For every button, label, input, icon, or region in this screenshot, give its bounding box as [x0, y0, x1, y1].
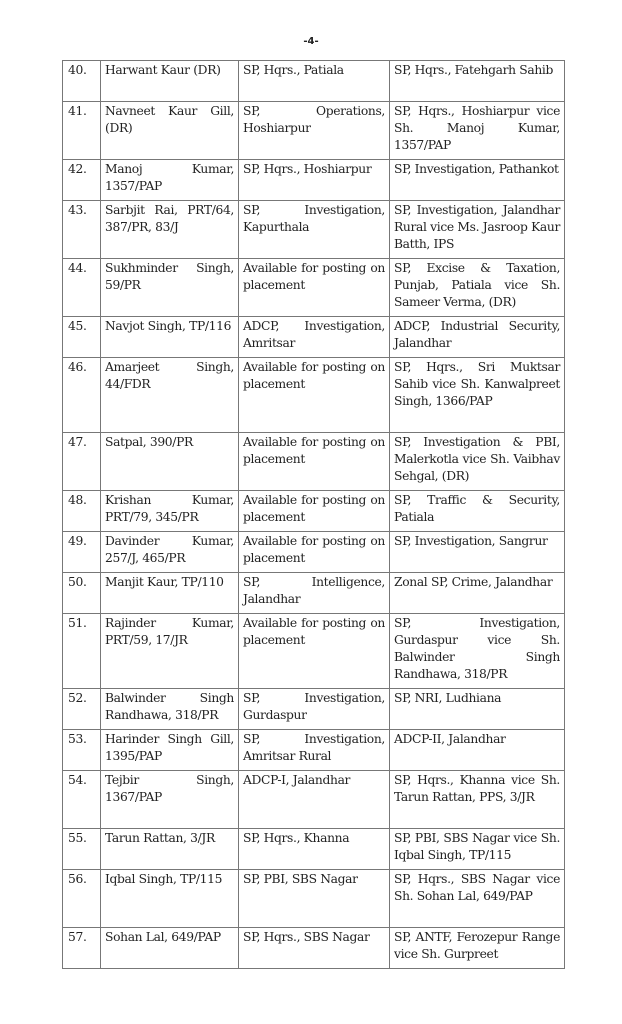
new-posting-cell: Zonal SP, Crime, Jalandhar: [390, 573, 565, 614]
new-posting-cell: SP, Investigation, Gurdaspur vice Sh. Balwinder Singh Randhawa, 318/PR: [390, 614, 565, 689]
table-row: [63, 829, 565, 870]
new-posting-cell: SP, Hqrs., Khanna vice Sh. Tarun Rattan, PPS, 3/JR: [390, 771, 565, 829]
page-number: -4-: [303, 36, 319, 47]
current-posting-cell: ADCP, Investigation, Amritsar: [239, 317, 390, 358]
current-posting-cell: SP, Intelligence, Jalandhar: [239, 573, 390, 614]
serial-number-cell: 45.: [63, 317, 101, 358]
officer-name-cell: Sarbjit Rai, PRT/64, 387/PR, 83/J: [101, 201, 239, 259]
serial-number-cell: 51.: [63, 614, 101, 689]
serial-number-cell: 56.: [63, 870, 101, 928]
officer-name-cell: Navneet Kaur Gill, (DR): [101, 102, 239, 160]
new-posting-cell: SP, ANTF, Ferozepur Range vice Sh. Gurpreet: [390, 928, 565, 969]
new-posting-cell: SP, Hqrs., Fatehgarh Sahib: [390, 61, 565, 102]
posting-orders-table: [62, 60, 565, 969]
serial-number-cell: 46.: [63, 358, 101, 433]
serial-number-cell: 48.: [63, 491, 101, 532]
table-row: [63, 730, 565, 771]
new-posting-cell: SP, Excise & Taxation, Punjab, Patiala vice Sh. Sameer Verma, (DR): [390, 259, 565, 317]
table-row: [63, 160, 565, 201]
officer-name-cell: Harwant Kaur (DR): [101, 61, 239, 102]
serial-number-cell: 55.: [63, 829, 101, 870]
serial-number-cell: 47.: [63, 433, 101, 491]
new-posting-cell: SP, Investigation, Pathankot: [390, 160, 565, 201]
serial-number-cell: 54.: [63, 771, 101, 829]
new-posting-cell: ADCP-II, Jalandhar: [390, 730, 565, 771]
current-posting-cell: Available for posting on placement: [239, 614, 390, 689]
current-posting-cell: SP, Hqrs., SBS Nagar: [239, 928, 390, 969]
serial-number-cell: 41.: [63, 102, 101, 160]
current-posting-cell: SP, Investigation, Amritsar Rural: [239, 730, 390, 771]
new-posting-cell: SP, PBI, SBS Nagar vice Sh. Iqbal Singh, TP/115: [390, 829, 565, 870]
current-posting-cell: SP, Hqrs., Hoshiarpur: [239, 160, 390, 201]
table-row: [63, 201, 565, 259]
current-posting-cell: Available for posting on placement: [239, 491, 390, 532]
current-posting-cell: SP, Operations, Hoshiarpur: [239, 102, 390, 160]
current-posting-cell: Available for posting on placement: [239, 433, 390, 491]
table-row: [63, 771, 565, 829]
serial-number-cell: 50.: [63, 573, 101, 614]
table-row: [63, 317, 565, 358]
current-posting-cell: Available for posting on placement: [239, 532, 390, 573]
current-posting-cell: SP, Hqrs., Khanna: [239, 829, 390, 870]
table-body: [63, 61, 565, 969]
officer-name-cell: Satpal, 390/PR: [101, 433, 239, 491]
table-row: [63, 689, 565, 730]
table-row: [63, 532, 565, 573]
serial-number-cell: 53.: [63, 730, 101, 771]
officer-name-cell: Davinder Kumar, 257/J, 465/PR: [101, 532, 239, 573]
officer-name-cell: Manjit Kaur, TP/110: [101, 573, 239, 614]
new-posting-cell: ADCP, Industrial Security, Jalandhar: [390, 317, 565, 358]
current-posting-cell: Available for posting on placement: [239, 259, 390, 317]
serial-number-cell: 52.: [63, 689, 101, 730]
current-posting-cell: Available for posting on placement: [239, 358, 390, 433]
new-posting-cell: SP, Investigation & PBI, Malerkotla vice Sh. Vaibhav Sehgal, (DR): [390, 433, 565, 491]
new-posting-cell: SP, NRI, Ludhiana: [390, 689, 565, 730]
new-posting-cell: SP, Hqrs., Sri Muktsar Sahib vice Sh. Kanwalpreet Singh, 1366/PAP: [390, 358, 565, 433]
current-posting-cell: SP, PBI, SBS Nagar: [239, 870, 390, 928]
officer-name-cell: Tarun Rattan, 3/JR: [101, 829, 239, 870]
current-posting-cell: ADCP-I, Jalandhar: [239, 771, 390, 829]
officer-name-cell: Tejbir Singh, 1367/PAP: [101, 771, 239, 829]
table-row: [63, 61, 565, 102]
table-row: [63, 259, 565, 317]
table-row: [63, 102, 565, 160]
table-row: [63, 358, 565, 433]
current-posting-cell: SP, Investigation, Kapurthala: [239, 201, 390, 259]
officer-name-cell: Manoj Kumar, 1357/PAP: [101, 160, 239, 201]
officer-name-cell: Sohan Lal, 649/PAP: [101, 928, 239, 969]
serial-number-cell: 44.: [63, 259, 101, 317]
table-row: [63, 433, 565, 491]
new-posting-cell: SP, Hqrs., SBS Nagar vice Sh. Sohan Lal, 649/PAP: [390, 870, 565, 928]
officer-name-cell: Iqbal Singh, TP/115: [101, 870, 239, 928]
table-row: [63, 870, 565, 928]
officer-name-cell: Harinder Singh Gill, 1395/PAP: [101, 730, 239, 771]
officer-name-cell: Krishan Kumar, PRT/79, 345/PR: [101, 491, 239, 532]
table-row: [63, 573, 565, 614]
new-posting-cell: SP, Investigation, Sangrur: [390, 532, 565, 573]
new-posting-cell: SP, Hqrs., Hoshiarpur vice Sh. Manoj Kumar, 1357/PAP: [390, 102, 565, 160]
current-posting-cell: SP, Hqrs., Patiala: [239, 61, 390, 102]
serial-number-cell: 57.: [63, 928, 101, 969]
serial-number-cell: 49.: [63, 532, 101, 573]
officer-name-cell: Amarjeet Singh, 44/FDR: [101, 358, 239, 433]
officer-name-cell: Rajinder Kumar, PRT/59, 17/JR: [101, 614, 239, 689]
officer-name-cell: Navjot Singh, TP/116: [101, 317, 239, 358]
new-posting-cell: SP, Traffic & Security, Patiala: [390, 491, 565, 532]
serial-number-cell: 40.: [63, 61, 101, 102]
officer-name-cell: Sukhminder Singh, 59/PR: [101, 259, 239, 317]
current-posting-cell: SP, Investigation, Gurdaspur: [239, 689, 390, 730]
table-row: [63, 614, 565, 689]
serial-number-cell: 42.: [63, 160, 101, 201]
table-row: [63, 491, 565, 532]
table-row: [63, 928, 565, 969]
serial-number-cell: 43.: [63, 201, 101, 259]
new-posting-cell: SP, Investigation, Jalandhar Rural vice Ms. Jasroop Kaur Batth, IPS: [390, 201, 565, 259]
officer-name-cell: Balwinder Singh Randhawa, 318/PR: [101, 689, 239, 730]
